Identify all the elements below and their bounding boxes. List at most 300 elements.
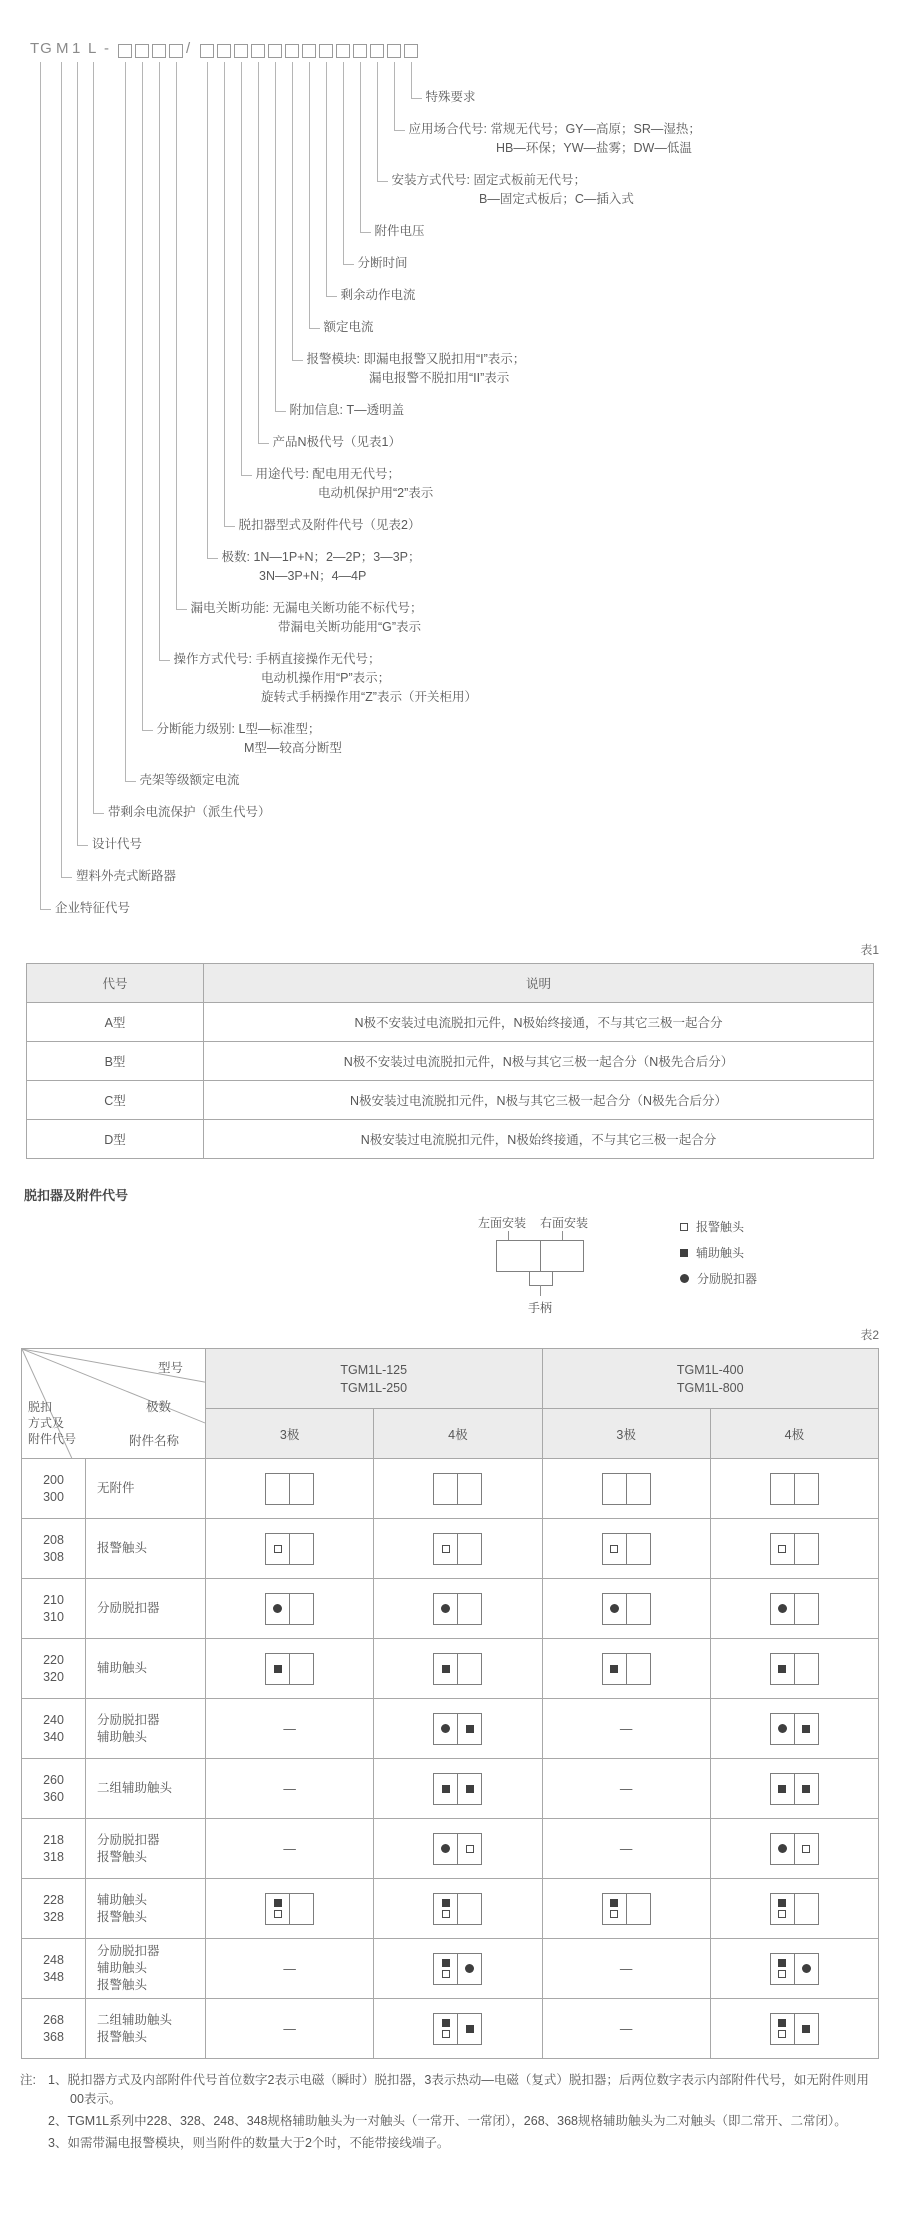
table2-row: [22, 1699, 879, 1759]
left-mount-label: 左面安装: [478, 1216, 527, 1230]
code-segment-label-line: 特殊要求: [425, 90, 476, 104]
attachment-position-symbol: [265, 1473, 314, 1505]
code-segment-label-line: 附件电压: [374, 224, 425, 238]
accessory-name-cell: [86, 1879, 206, 1939]
connector-horizontal-line: [292, 360, 303, 361]
right-mount-compartment: [795, 1474, 818, 1504]
attachment-position-symbol: [602, 1593, 651, 1625]
code-segment-label-line: 带漏电关断功能用“G”表示: [190, 620, 422, 634]
symbol-cell: [374, 1819, 542, 1879]
right-mount-compartment: [290, 1594, 313, 1624]
code-segment-label-line: 3N—3P+N；4—4P: [221, 569, 367, 583]
attachment-position-symbol: [602, 1473, 651, 1505]
table1-row: [27, 1042, 874, 1081]
handle-shape: [529, 1271, 553, 1286]
code-box: [152, 44, 166, 58]
shunt-release-marker: [441, 1844, 450, 1853]
note-item: 3、如需带漏电报警模块，则当附件的数量大于2个时，不能带接线端子。: [48, 2136, 450, 2150]
alarm-contact-marker: [778, 1970, 786, 1978]
code-separator: -: [104, 40, 110, 57]
code-box: [387, 44, 401, 58]
right-mount-compartment: [290, 1534, 313, 1564]
code-segment-label-line: 设计代号: [92, 837, 143, 851]
alarm-contact-marker: [778, 2030, 786, 2038]
code-segment-label: [324, 318, 374, 337]
legend-item: [680, 1244, 757, 1261]
corner-trip-code-label-line: 附件代号: [28, 1432, 77, 1446]
body-divider-line: [540, 1241, 541, 1271]
symbol-cell: [542, 1879, 710, 1939]
left-mount-compartment: [266, 1534, 290, 1564]
right-mount-label: 右面安装: [540, 1216, 589, 1230]
symbol-legend: [680, 1214, 757, 1296]
model-name: TGM1L-250: [340, 1380, 408, 1395]
symbol-cell: [374, 1639, 542, 1699]
code-box: [268, 44, 282, 58]
connector-vertical-line: [258, 62, 259, 443]
alarm-contact-marker: [802, 1845, 810, 1853]
code-segment-label-line: 带剩余电流保护（派生代号）: [108, 805, 271, 819]
auxiliary-contact-marker: [442, 1785, 450, 1793]
accessory-name: 分励脱扣器: [97, 1712, 160, 1727]
attachment-position-symbol: [770, 1833, 819, 1865]
right-mount-compartment: [795, 1774, 818, 1804]
connector-horizontal-line: [207, 558, 218, 559]
attachment-position-symbol: [265, 1533, 314, 1565]
right-mount-compartment: [795, 1654, 818, 1684]
accessory-name: 报警触头: [97, 1849, 148, 1864]
connector-vertical-line: [292, 62, 293, 360]
connector-horizontal-line: [241, 475, 252, 476]
code-segment-label-line: 企业特征代号: [55, 901, 131, 915]
left-mount-pointer-line: [508, 1231, 509, 1240]
not-available-dash: —: [619, 1841, 633, 1856]
symbol-cell: [710, 1519, 878, 1579]
connector-vertical-line: [241, 62, 242, 475]
right-mount-compartment: [458, 1594, 481, 1624]
code-segment-label-line: 电动机操作用“P”表示；: [173, 671, 391, 685]
right-mount-compartment: [795, 1894, 818, 1924]
code-char: M: [56, 40, 70, 57]
code-segment-label-line: 安装方式代号: 固定式板前无代号；: [391, 173, 586, 187]
table1-header-row: [27, 964, 874, 1003]
connector-horizontal-line: [343, 264, 354, 265]
table2-row: [22, 1999, 879, 2059]
code-segment-label: [358, 254, 408, 273]
accessory-name-cell: [86, 1819, 206, 1879]
accessory-name-cell: [86, 1759, 206, 1819]
auxiliary-contact-marker: [802, 2025, 810, 2033]
corner-accessory-name-label: 附件名称: [128, 1434, 179, 1448]
code-separator: /: [186, 40, 192, 57]
right-mount-compartment: [458, 1714, 481, 1744]
code-segment-label: [222, 548, 421, 586]
code-segment-label: [174, 650, 477, 707]
attachment-position-symbol: [433, 1653, 482, 1685]
connector-vertical-line: [343, 62, 344, 264]
left-mount-compartment: [434, 1474, 458, 1504]
left-mount-compartment: [771, 1894, 795, 1924]
symbol-cell: [542, 1819, 710, 1879]
attachment-position-symbol: [433, 2013, 482, 2045]
code-box: [285, 44, 299, 58]
n-pole-type-description: N极安装过电流脱扣元件，N极与其它三极一起合分（N极先合后分）: [204, 1081, 874, 1120]
code-segment-label-line: 漏电报警不脱扣用“II”表示: [306, 371, 510, 385]
code-segment-label: [290, 401, 405, 420]
connector-horizontal-line: [326, 296, 337, 297]
connector-horizontal-line: [377, 181, 388, 182]
not-available-dash: —: [619, 1721, 633, 1736]
table1-row: [27, 1120, 874, 1159]
code-segment-label: [392, 171, 634, 209]
notes-list: [48, 2071, 880, 2156]
code-segment-label-line: 用途代号: 配电用无代号；: [255, 467, 400, 481]
auxiliary-contact-marker: [802, 1785, 810, 1793]
trip-code: 320: [43, 1669, 64, 1684]
code-segment-label: [307, 350, 526, 388]
right-mount-compartment: [795, 1594, 818, 1624]
code-box: [135, 44, 149, 58]
left-mount-compartment: [434, 1654, 458, 1684]
symbol-cell: [206, 1519, 374, 1579]
notes-prefix: 注:: [20, 2073, 36, 2087]
symbol-cell: [542, 1519, 710, 1579]
auxiliary-contact-marker: [610, 1665, 618, 1673]
trip-code: 340: [43, 1729, 64, 1744]
corner-poles-label: 极数: [145, 1400, 171, 1414]
attachment-position-symbol: [770, 1713, 819, 1745]
attachment-position-symbol: [770, 2013, 819, 2045]
attachment-position-symbol: [602, 1893, 651, 1925]
connector-vertical-line: [394, 62, 395, 130]
trip-code-cell: [22, 1759, 86, 1819]
symbol-cell: [206, 1819, 374, 1879]
left-mount-compartment: [434, 1954, 458, 1984]
right-mount-compartment: [795, 1834, 818, 1864]
code-segment-label-line: 剩余动作电流: [340, 288, 416, 302]
left-mount-compartment: [603, 1894, 627, 1924]
connector-vertical-line: [360, 62, 361, 232]
right-mount-compartment: [290, 1654, 313, 1684]
connector-vertical-line: [377, 62, 378, 181]
connector-vertical-line: [207, 62, 208, 558]
left-mount-compartment: [771, 1474, 795, 1504]
connector-vertical-line: [326, 62, 327, 296]
symbol-cell: [374, 1999, 542, 2059]
symbol-cell: [542, 1459, 710, 1519]
code-segment-label: [191, 599, 423, 637]
note-item: 1、脱扣器方式及内部附件代号首位数字2表示电磁（瞬时）脱扣器，3表示热动—电磁（复式）脱扣器；后两位数字表示内部附件代号，如无附件则用00表示。: [48, 2073, 869, 2106]
code-segment-label: [256, 465, 434, 503]
table1-row: [27, 1081, 874, 1120]
connector-horizontal-line: [142, 730, 153, 731]
code-segment-label-line: 附加信息: T—透明盖: [289, 403, 405, 417]
accessory-name: 分励脱扣器: [97, 1944, 160, 1958]
symbol-cell: [710, 1699, 878, 1759]
shunt-release-marker: [680, 1274, 689, 1283]
attachment-position-symbol: [770, 1533, 819, 1565]
symbol-cell: [542, 1999, 710, 2059]
connector-horizontal-line: [411, 98, 422, 99]
accessory-name-cell: [86, 1699, 206, 1759]
table2-trip-accessory-codes: [21, 1348, 879, 2059]
code-segment-label: [140, 771, 240, 790]
trip-code: 248: [43, 1952, 64, 1967]
connector-horizontal-line: [258, 443, 269, 444]
right-mount-compartment: [795, 1714, 818, 1744]
alarm-contact-marker: [442, 1910, 450, 1918]
alarm-contact-marker: [442, 1545, 450, 1553]
n-pole-type-description: N极不安装过电流脱扣元件，N极与其它三极一起合分（N极先合后分）: [204, 1042, 874, 1081]
symbol-cell: [374, 1939, 542, 1999]
trip-code-cell: [22, 1579, 86, 1639]
attachment-position-symbol: [265, 1653, 314, 1685]
legend-item: [680, 1270, 757, 1287]
left-mount-compartment: [603, 1474, 627, 1504]
connector-vertical-line: [411, 62, 412, 98]
connector-horizontal-line: [275, 411, 286, 412]
connector-vertical-line: [125, 62, 126, 781]
code-box: [353, 44, 367, 58]
accessory-name: 分励脱扣器: [97, 1601, 160, 1615]
legend-label: 报警触头: [696, 1220, 745, 1234]
symbol-cell: [206, 1759, 374, 1819]
trip-code-cell: [22, 1939, 86, 1999]
left-mount-compartment: [771, 1954, 795, 1984]
symbol-cell: [710, 1459, 878, 1519]
code-segment-label: [239, 516, 421, 535]
table2-row: [22, 1459, 879, 1519]
accessory-name: 辅助触头: [97, 1892, 148, 1907]
left-mount-compartment: [603, 1534, 627, 1564]
connector-horizontal-line: [159, 660, 170, 661]
model-group-header: [542, 1349, 879, 1409]
attachment-position-symbol: [433, 1533, 482, 1565]
not-available-dash: —: [283, 1961, 296, 1976]
breaker-mount-figure: [478, 1214, 638, 1322]
code-box: [404, 44, 418, 58]
attachment-position-symbol: [770, 1473, 819, 1505]
n-pole-type-code: B型: [27, 1042, 204, 1081]
n-pole-type-code: C型: [27, 1081, 204, 1120]
code-segment-label-line: 壳架等级额定电流: [139, 773, 240, 787]
symbol-cell: [710, 1999, 878, 2059]
symbol-cell: [374, 1579, 542, 1639]
symbol-cell: [542, 1759, 710, 1819]
attachment-position-symbol: [602, 1653, 651, 1685]
attachment-position-symbol: [265, 1593, 314, 1625]
connector-horizontal-line: [176, 609, 187, 610]
legend-label: 分励脱扣器: [697, 1272, 758, 1286]
right-mount-compartment: [627, 1654, 650, 1684]
left-mount-compartment: [771, 2014, 795, 2044]
symbol-cell: [206, 1939, 374, 1999]
table1-column-header: 代号: [27, 964, 204, 1003]
code-char: TG: [30, 40, 53, 57]
symbol-cell: [206, 1999, 374, 2059]
code-segment-label: [157, 720, 342, 758]
code-segment-label-line: 塑料外壳式断路器: [76, 869, 177, 883]
accessory-name: 辅助触头: [97, 1729, 148, 1744]
table2-row: [22, 1759, 879, 1819]
note-item: 2、TGM1L系列中228、328、248、348规格辅助触头为一对触头（一常开、一常闭），268、368规格辅助触头为二对触头（即二常开、二常闭）。: [48, 2114, 847, 2128]
symbol-cell: [542, 1939, 710, 1999]
attachment-position-symbol: [770, 1953, 819, 1985]
left-mount-compartment: [434, 2014, 458, 2044]
trip-code: 328: [43, 1909, 64, 1924]
table2-row: [22, 1939, 879, 1999]
connector-vertical-line: [61, 62, 62, 877]
auxiliary-contact-marker: [802, 1725, 810, 1733]
model-name: TGM1L-800: [676, 1380, 744, 1395]
n-pole-type-description: N极安装过电流脱扣元件，N极始终接通，不与其它三极一起合分: [204, 1120, 874, 1159]
table2-row: [22, 1519, 879, 1579]
alarm-contact-marker: [274, 1545, 282, 1553]
left-mount-compartment: [771, 1774, 795, 1804]
n-pole-type-code: A型: [27, 1003, 204, 1042]
table1-n-pole-types: [26, 963, 874, 1159]
left-mount-compartment: [434, 1594, 458, 1624]
connector-vertical-line: [159, 62, 160, 660]
connector-vertical-line: [142, 62, 143, 730]
right-mount-compartment: [458, 1894, 481, 1924]
auxiliary-contact-marker: [442, 1959, 450, 1967]
connector-horizontal-line: [93, 813, 104, 814]
auxiliary-contact-marker: [680, 1249, 688, 1257]
connector-vertical-line: [40, 62, 41, 909]
connector-vertical-line: [309, 62, 310, 328]
trip-code-cell: [22, 1699, 86, 1759]
code-box: [217, 44, 231, 58]
trip-code: 310: [43, 1609, 64, 1624]
code-segment-label-line: HB—环保；YW—盐雾；DW—低温: [408, 141, 692, 155]
trip-code: 218: [43, 1832, 64, 1847]
breaker-body-shape: [496, 1240, 584, 1272]
shunt-release-marker: [441, 1724, 450, 1733]
symbol-cell: [710, 1639, 878, 1699]
right-mount-compartment: [458, 1654, 481, 1684]
connector-vertical-line: [176, 62, 177, 609]
left-mount-compartment: [771, 1534, 795, 1564]
shunt-release-marker: [778, 1604, 787, 1613]
trip-code-cell: [22, 1459, 86, 1519]
accessory-name: 报警触头: [97, 1909, 148, 1924]
table2-model-header-row: [22, 1349, 879, 1409]
attachment-position-symbol: [433, 1773, 482, 1805]
code-segment-label: [55, 899, 130, 918]
trip-code: 208: [43, 1532, 64, 1547]
right-mount-pointer-line: [562, 1231, 563, 1240]
trip-code-cell: [22, 1879, 86, 1939]
auxiliary-contact-marker: [466, 2025, 474, 2033]
legend-label: 辅助触头: [696, 1246, 745, 1260]
code-segment-label-line: 应用场合代号: 常规无代号；GY—高原；SR—湿热；: [408, 122, 701, 136]
trip-code: 308: [43, 1549, 64, 1564]
left-mount-compartment: [771, 1834, 795, 1864]
not-available-dash: —: [619, 1961, 633, 1976]
left-mount-compartment: [266, 1594, 290, 1624]
left-mount-compartment: [434, 1534, 458, 1564]
table1-row: [27, 1003, 874, 1042]
accessory-name-cell: [86, 1459, 206, 1519]
n-pole-type-description: N极不安装过电流脱扣元件，N极始终接通，不与其它三极一起合分: [204, 1003, 874, 1042]
not-available-dash: —: [283, 1781, 296, 1796]
left-mount-compartment: [771, 1594, 795, 1624]
accessory-name: 二组辅助触头: [97, 2012, 173, 2027]
table2-row: [22, 1819, 879, 1879]
left-mount-compartment: [771, 1654, 795, 1684]
trip-code: 260: [43, 1772, 64, 1787]
attachment-position-symbol: [433, 1953, 482, 1985]
connector-vertical-line: [93, 62, 94, 813]
not-available-dash: —: [283, 1841, 296, 1856]
code-char: 1: [72, 40, 82, 57]
poles-header: 4极: [710, 1409, 878, 1459]
right-mount-compartment: [795, 1534, 818, 1564]
shunt-release-marker: [441, 1604, 450, 1613]
connector-horizontal-line: [61, 877, 72, 878]
connector-horizontal-line: [360, 232, 371, 233]
right-mount-compartment: [627, 1894, 650, 1924]
right-mount-compartment: [627, 1474, 650, 1504]
connector-horizontal-line: [394, 130, 405, 131]
left-mount-compartment: [434, 1774, 458, 1804]
symbol-cell: [710, 1579, 878, 1639]
auxiliary-contact-marker: [274, 1665, 282, 1673]
accessory-name: 二组辅助触头: [97, 1781, 173, 1795]
trip-code: 368: [43, 2029, 64, 2044]
symbol-cell: [710, 1939, 878, 1999]
alarm-contact-marker: [680, 1223, 688, 1231]
symbol-cell: [542, 1639, 710, 1699]
attachment-position-symbol: [770, 1893, 819, 1925]
attachment-position-symbol: [602, 1533, 651, 1565]
attachment-position-symbol: [265, 1893, 314, 1925]
right-mount-compartment: [458, 1834, 481, 1864]
auxiliary-contact-marker: [442, 1665, 450, 1673]
code-box: [302, 44, 316, 58]
trip-code: 200: [43, 1472, 64, 1487]
table1-column-header: 说明: [204, 964, 874, 1003]
alarm-contact-marker: [610, 1910, 618, 1918]
accessory-name-cell: [86, 1639, 206, 1699]
trip-code: 360: [43, 1789, 64, 1804]
attachment-position-symbol: [433, 1593, 482, 1625]
right-mount-compartment: [627, 1534, 650, 1564]
alarm-contact-marker: [778, 1545, 786, 1553]
left-mount-compartment: [266, 1474, 290, 1504]
left-mount-compartment: [266, 1894, 290, 1924]
model-group-header: [206, 1349, 543, 1409]
auxiliary-contact-marker: [466, 1725, 474, 1733]
code-segment-label-line: 产品N极代号（见表1）: [272, 435, 401, 449]
trip-code: 348: [43, 1969, 64, 1984]
accessory-name-cell: [86, 1939, 206, 1999]
model-name: TGM1L-400: [676, 1362, 744, 1377]
left-mount-compartment: [771, 1714, 795, 1744]
symbol-cell: [374, 1759, 542, 1819]
right-mount-compartment: [290, 1894, 313, 1924]
accessory-name: 分励脱扣器: [97, 1832, 160, 1847]
auxiliary-contact-marker: [274, 1899, 282, 1907]
accessory-name: 报警触头: [97, 2029, 148, 2044]
symbol-cell: [710, 1819, 878, 1879]
table2-row: [22, 1639, 879, 1699]
symbol-cell: [206, 1699, 374, 1759]
symbol-cell: [374, 1459, 542, 1519]
connector-vertical-line: [77, 62, 78, 845]
code-box: [336, 44, 350, 58]
